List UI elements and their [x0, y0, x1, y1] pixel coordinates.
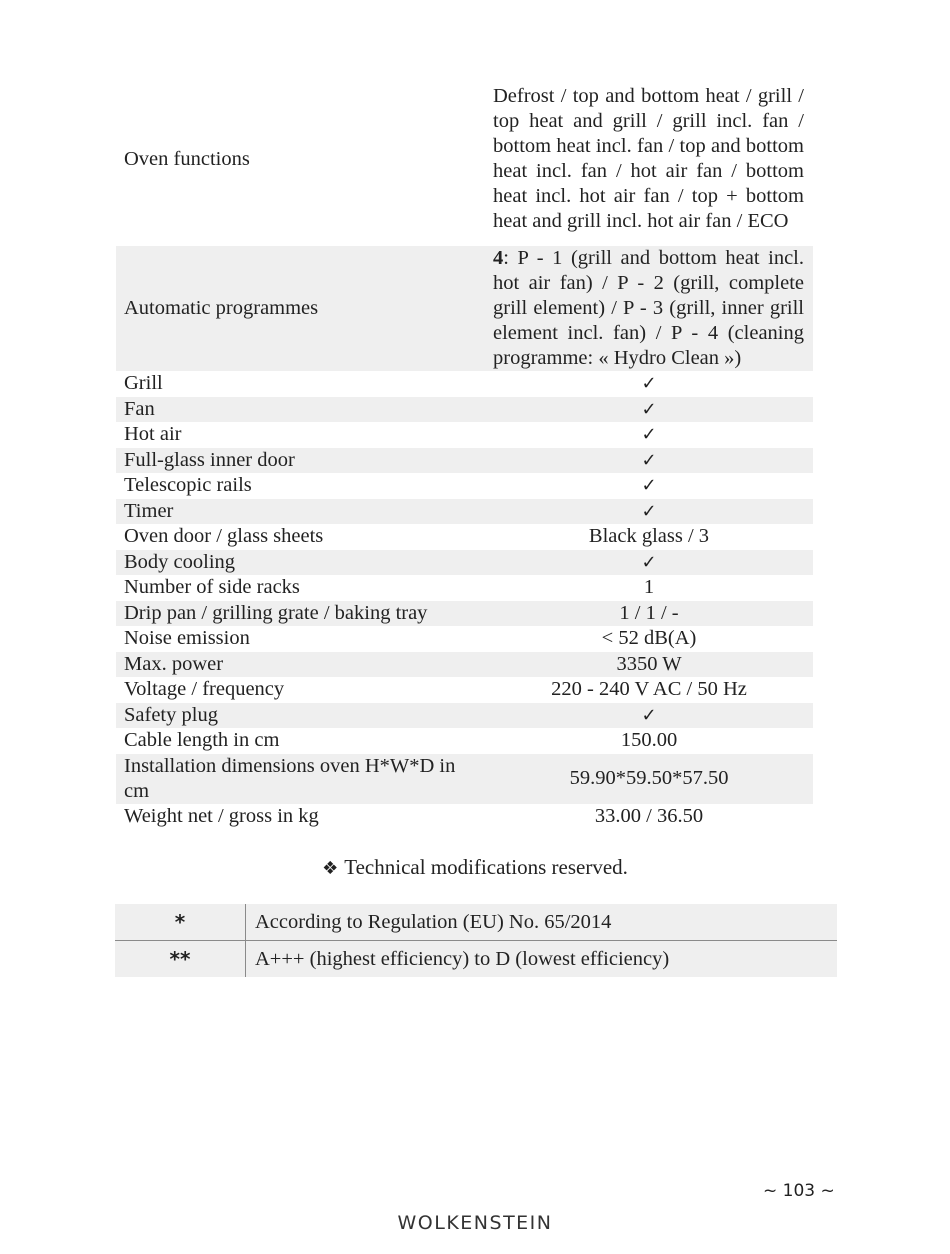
spec-row — [116, 626, 813, 652]
footnote-text: According to Regulation (EU) No. 65/2014 — [246, 904, 838, 941]
check-icon: ✓ — [485, 550, 813, 576]
spec-value: 220 - 240 V AC / 50 Hz — [551, 678, 747, 701]
brand-logo: WOLKENSTEIN — [397, 1212, 553, 1234]
spec-label: Drip pan / grilling grate / baking tray — [116, 601, 485, 627]
spec-row — [116, 448, 813, 474]
spec-label: Safety plug — [116, 703, 485, 729]
spec-label: Voltage / frequency — [124, 678, 285, 701]
spec-row — [116, 422, 813, 448]
spec-label: Max. power — [116, 652, 485, 678]
spec-row — [116, 754, 813, 804]
check-icon: ✓ — [485, 397, 813, 423]
spec-value — [485, 246, 813, 371]
spec-value: Black glass / 3 — [588, 525, 710, 548]
programme-count: 4 — [493, 247, 504, 269]
spec-row — [116, 397, 813, 423]
diamond-bullet-icon: ❖ — [322, 858, 339, 879]
check-icon: ✓ — [641, 424, 657, 446]
spec-label: Timer — [116, 499, 485, 525]
spec-row — [116, 524, 813, 550]
spec-label: Body cooling — [116, 550, 485, 576]
spec-row — [116, 72, 813, 246]
spec-row — [116, 728, 813, 754]
spec-label: Automatic programmes — [116, 246, 485, 371]
check-icon: ✓ — [485, 703, 813, 729]
spec-value: < 52 dB(A) — [601, 627, 697, 650]
spec-row — [116, 804, 813, 830]
spec-label: Oven door / glass sheets — [124, 525, 324, 548]
page-number: ~ 103 ~ — [763, 1181, 835, 1201]
spec-label: Cable length in cm — [124, 729, 280, 752]
spec-label: Oven functions — [124, 147, 250, 170]
spec-row — [116, 652, 813, 678]
spec-label: Grill — [124, 372, 163, 395]
check-icon: ✓ — [641, 373, 657, 395]
spec-row — [116, 575, 813, 601]
spec-label: Fan — [116, 397, 485, 423]
spec-label: Noise emission — [124, 627, 250, 650]
spec-value: 59.90*59.50*57.50 — [485, 754, 813, 804]
spec-label: Telescopic rails — [124, 474, 252, 497]
spec-value: 1 / 1 / - — [485, 601, 813, 627]
programme-list: : P - 1 (grill and bottom heat incl. hot air fan) / P - 2 (grill, complete grill element) / P - 3 (grill, inner grill element incl. fan) / P - 4 (cleaning programme: « Hydro Clean ») — [493, 247, 804, 369]
spec-value: 33.00 / 36.50 — [594, 804, 704, 827]
spec-row — [116, 371, 813, 397]
spec-table — [116, 72, 813, 829]
check-icon: ✓ — [485, 448, 813, 474]
check-icon: ✓ — [641, 475, 657, 497]
spec-row — [116, 703, 813, 729]
spec-row — [116, 601, 813, 627]
spec-row — [116, 473, 813, 499]
spec-value: 3350 W — [485, 652, 813, 678]
footnote-symbol: * — [115, 904, 246, 941]
check-icon: ✓ — [485, 499, 813, 525]
technical-note — [0, 855, 950, 880]
footnote-row — [115, 904, 837, 941]
spec-row — [116, 550, 813, 576]
footnote-text: A+++ (highest efficiency) to D (lowest efficiency) — [246, 941, 838, 978]
spec-label: Installation dimensions oven H*W*D in cm — [116, 754, 485, 804]
footnote-table — [115, 904, 837, 977]
note-text: Technical modifications reserved. — [344, 855, 628, 879]
spec-row — [116, 677, 813, 703]
footnote-symbol: ** — [115, 941, 246, 978]
spec-label: Hot air — [124, 423, 182, 446]
spec-value: Defrost / top and bottom heat / grill / top heat and grill / grill incl. fan / bottom heat incl. fan / top and bottom heat incl. fan / hot air fan / bottom heat incl. hot air fan / top + bottom heat and grill incl. hot air fan / ECO — [493, 85, 804, 232]
spec-value: 1 — [643, 576, 655, 599]
spec-row — [116, 246, 813, 371]
spec-label: Weight net / gross in kg — [124, 804, 319, 827]
spec-row — [116, 499, 813, 525]
spec-label: Number of side racks — [124, 576, 300, 599]
footnote-row — [115, 941, 837, 978]
spec-label: Full-glass inner door — [116, 448, 485, 474]
spec-value: 150.00 — [620, 729, 678, 752]
